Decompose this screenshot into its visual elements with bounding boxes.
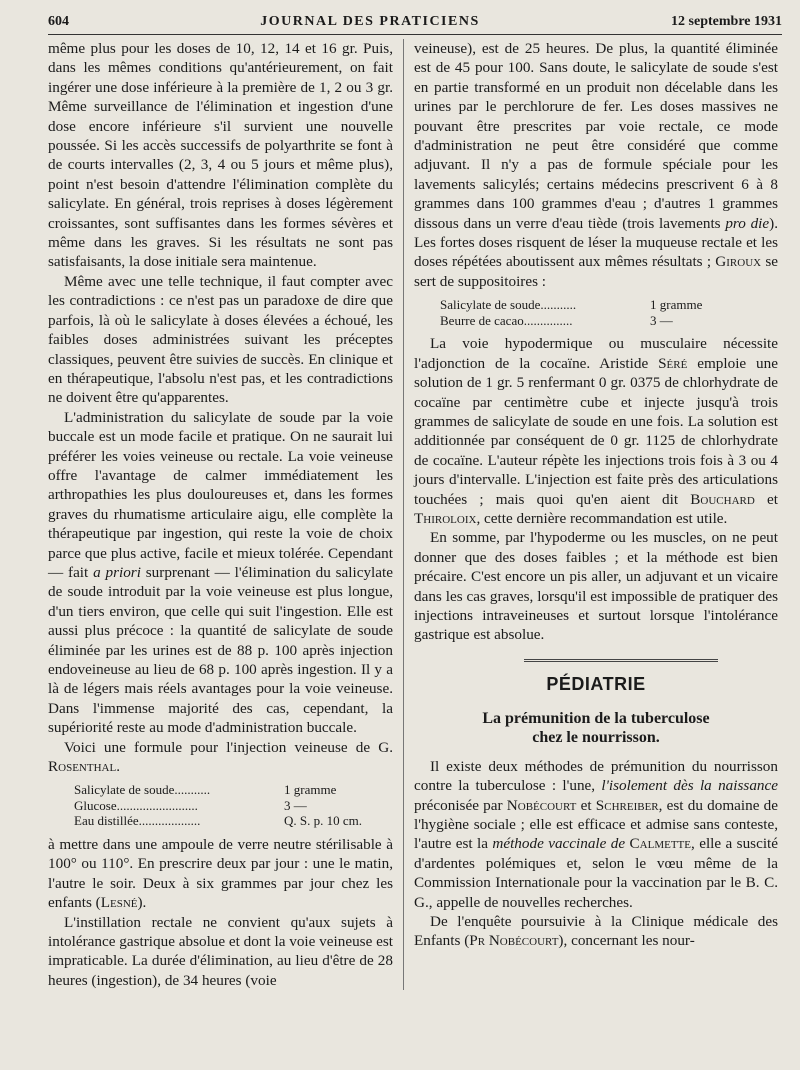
section-divider	[524, 659, 718, 662]
paragraph: à mettre dans une ampoule de verre neutre stérilisable à 100° ou 110°. En prescrire deux par jour : une le matin, l'autre le soir. Deux à six grammes par jour chez les enfants (Lesné).	[48, 835, 393, 912]
page-number: 604	[48, 14, 69, 29]
formula-row: Beurre de cacao............... 3 —	[440, 312, 673, 328]
formula-row: Salicylate de soude........... 1 gramme	[440, 297, 703, 313]
paragraph: L'instillation rectale ne convient qu'aux sujets à intolérance gastrique absolue et dont la voie veineuse est impraticable. La durée d'élimination, au lieu d'être de 28 heures (ingestion), de 34 heures (voie	[48, 913, 393, 989]
article-title: La prémunition de la tuberculose chez le nourrisson.	[482, 709, 710, 746]
paragraph: En somme, par l'hypoderme ou les muscles, on ne peut donner que des doses faibles ; et la méthode est bien précaire. C'est encore un pis aller, un adjuvant et un vicaire dans les cas graves, lorsqu'il est impossible de pratiquer des injections intraveineuses et surtout lorsque l'intolérance gastrique est absolue.	[414, 529, 778, 644]
paragraph: Voici une formule pour l'injection veineuse de G. Rosenthal.	[48, 738, 393, 776]
paragraph: veineuse), est de 25 heures. De plus, la quantité éliminée est de 45 pour 100. Sans doute, le salicylate de soude s'est en partie transformé en un produit non décelable dans les urines par le perchlorure de fer. Les doses massives ne pouvant être prescrites par voie rectale, ce mode d'administration ne peut être considéré que comme adjuvant. Il n'y a pas de formule spéciale pour les lavements salicylés; certains médecins prescrivent 6 à 8 grammes dans 100 grammes d'eau ; d'autres 1 grammes dissous dans un verre d'eau tiède (trois lavements pro die). Les fortes doses risquent de léser la muqueuse rectale et les doses répétées aboutissent aux mêmes résultats ; Giroux se sert de suppositoires :	[414, 40, 778, 290]
paragraph: Il existe deux méthodes de prémunition du nourrisson contre la tuberculose : l'une, l'isolement dès la naissance préconisée par Nobécourt et Schreiber, est du domaine de l'hygiène sociale ; elle est efficace et admise sans conteste, l'autre est la méthode vaccinale de Calmette, elle a suscité d'ardentes polémiques et, selon le vœu même de la Commission Internationale pour la vaccination par le B. C. G., appelle de nouvelles recherches.	[414, 757, 779, 911]
paragraph: même plus pour les doses de 10, 12, 14 et 16 gr. Puis, dans les mêmes conditions qu'antérieurement, on fait ingérer une dose inférieure à la première de 1, 2 ou 3 gr. Même surveillance de l'élimination et ingestion d'une dose encore inférieure s'il survient une nouvelle poussée. Si les accès successifs de polyarthrite se font à de courts intervalles (2, 3, 4 ou 5 jours et même plus), point n'est besoin d'attendre l'élimination complète du salicylate. En général, trois reprises à doses légèrement croissantes, sont suffisantes dans les formes sévères et même dans les graves. Si les résultats ne sont pas satisfaisants, la dose initiale sera maintenue.	[48, 40, 393, 271]
paragraph: La voie hypodermique ou musculaire nécessite l'adjonction de la cocaïne. Aristide Séré emploie une solution de 1 gr. 5 renfermant 0 gr. 0375 de chlorhydrate de cocaïne par centimètre cube et injecte jusqu'à trois grammes de salicylate de soude en une fois. La solution est additionnée par conséquent de 0 gr. 1125 de chlorhydrate de cocaïne. L'auteur répète les injections trois fois à 3 ou 4 jours d'intervalle. L'injection est faite près des articulations touchées ; mais quoi qu'en aient dit Bouchard et Thiroloix, cette dernière recommandation est utile.	[414, 335, 778, 527]
paragraph: L'administration du salicylate de soude par la voie buccale est un mode facile et pratique. On ne saurait lui préférer les voies veineuse ou rectale. La voie veineuse offre l'avantage de calmer immédiatement les arthropathies les plus douloureuses et, dans les formes graves du rhumatisme articulaire aigu, elle complète la thérapeutique par ingestion, qui reste la voie de choix parce que plus active, facile et mieux tolérée. Cependant — fait a priori surprenant — l'élimination du salicylate de soude introduit par la voie veineuse est plus longue, d'un tiers environ, que celle qui suit l'ingestion. Elle est aussi plus précoce : la quantité de salicylate de soude éliminée par les urines est de 88 p. 100 après injection endoveineuse au lieu de 68 p. 100 après ingestion. Il y a là de légers mais réels avantages pour la voie veineuse. Dans l'immense majorité des cas, cependant, la supériorité reste au mode d'administration buccale.	[48, 408, 393, 737]
paragraph: Même avec une telle technique, il faut compter avec les contradictions : ce n'est pas un paradoxe de dire que parfois, là où le salicylate à doses élevées a échoué, les faibles doses administrées suivant les préceptes classiques, peuvent être suivies de succès. En clinique et en thérapeutique, l'absolu n'est pas, et les contradictions ne doivent être qu'apparentes.	[48, 272, 393, 407]
journal-title: JOURNAL DES PRATICIENS	[260, 14, 480, 29]
page-header	[48, 14, 782, 35]
formula-row: Eau distillée................... Q. S. p. 10 cm.	[74, 813, 362, 829]
suppository-formula	[440, 297, 778, 328]
issue-date: 12 septembre 1931	[671, 14, 782, 29]
formula-row: Salicylate de soude........... 1 gramme	[74, 782, 337, 798]
formula-row: Glucose......................... 3 —	[74, 797, 307, 813]
injection-formula	[74, 782, 393, 829]
paragraph: De l'enquête poursuivie à la Clinique médicale des Enfants (Pr Nobécourt), concernant les nour-	[414, 913, 778, 950]
left-column	[48, 39, 403, 990]
right-column	[403, 39, 778, 990]
section-title: PÉDIATRIE	[546, 673, 646, 694]
